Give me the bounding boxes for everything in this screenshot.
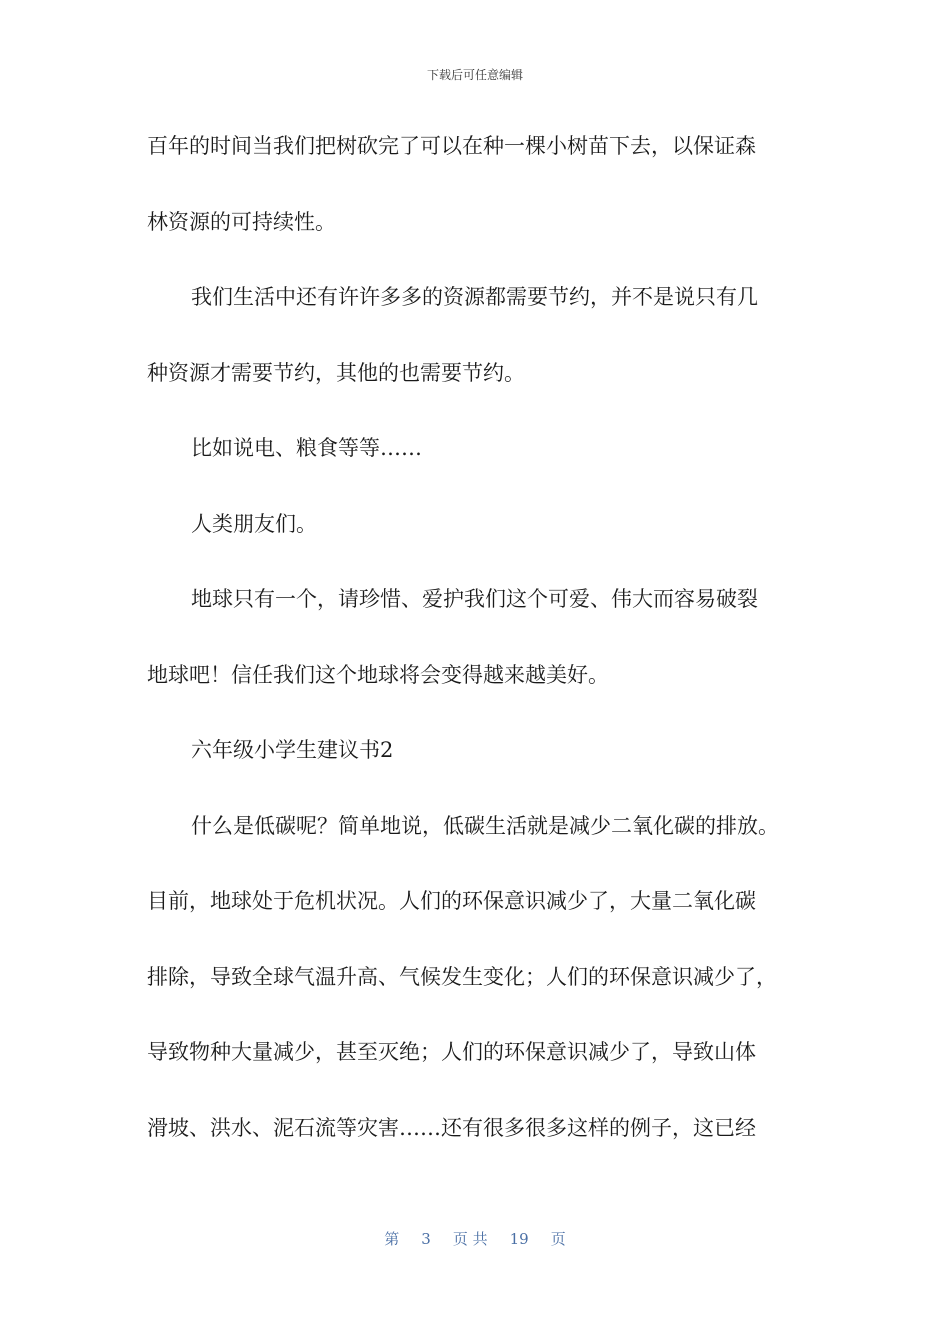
text-line: 我们生活中还有许许多多的资源都需要节约，并不是说只有几 <box>191 285 758 309</box>
footer-total-pages: 19 <box>509 1230 529 1248</box>
text-line: 什么是低碳呢？简单地说，低碳生活就是减少二氧化碳的排放。 <box>191 813 779 838</box>
footer-middle: 页 共 <box>452 1230 488 1248</box>
section-title: 六年级小学生建议书2 <box>191 738 394 762</box>
page-header: 下载后可任意编辑 <box>426 68 523 82</box>
text-line: 滑坡、洪水、泥石流等灾害……还有很多很多这样的例子，这已经 <box>147 1115 756 1140</box>
text-line: 目前，地球处于危机状况。人们的环保意识减少了，大量二氧化碳 <box>147 889 756 913</box>
text-line: 排除，导致全球气温升高、气候发生变化；人们的环保意识减少了， <box>147 964 777 989</box>
text-line: 百年的时间当我们把树砍完了可以在种一棵小树苗下去，以保证森 <box>147 134 756 158</box>
text-line: 林资源的可持续性。 <box>147 209 336 234</box>
footer-suffix: 页 <box>550 1230 566 1248</box>
footer-current-page: 3 <box>421 1230 431 1248</box>
text-line: 导致物种大量减少，甚至灭绝；人们的环保意识减少了，导致山体 <box>147 1040 756 1064</box>
text-line: 地球只有一个，请珍惜、爱护我们这个可爱、伟大而容易破裂 <box>191 587 758 611</box>
text-line: 比如说电、粮食等等…… <box>191 436 422 460</box>
text-line: 种资源才需要节约，其他的也需要节约。 <box>147 360 525 385</box>
page-footer <box>0 1228 950 1249</box>
document-body <box>147 128 817 1185</box>
text-line: 人类朋友们。 <box>191 511 317 536</box>
text-line: 地球吧！信任我们这个地球将会变得越来越美好。 <box>147 662 609 687</box>
footer-prefix: 第 <box>384 1230 400 1248</box>
